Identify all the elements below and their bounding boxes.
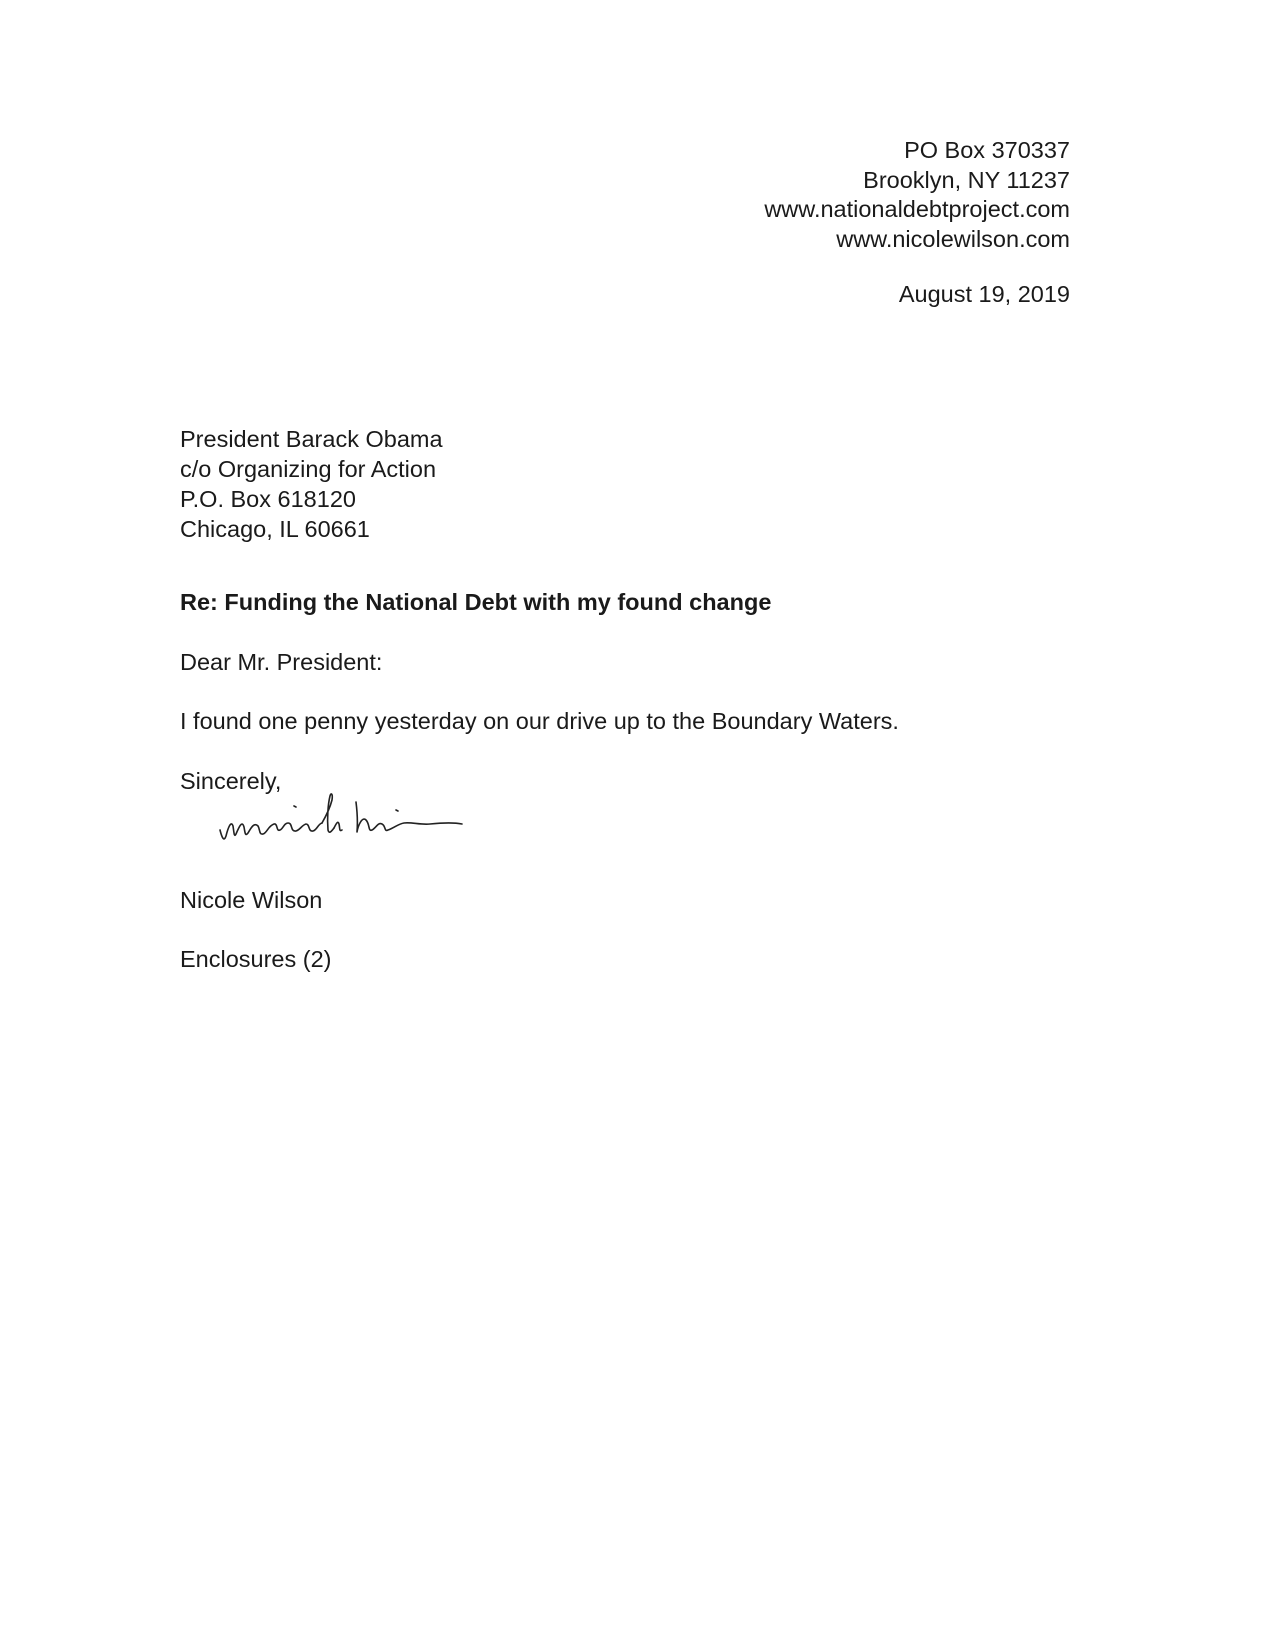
sender-website-personal: www.nicolewilson.com — [836, 225, 1070, 252]
recipient-city-state-zip: Chicago, IL 60661 — [180, 516, 370, 542]
salutation: Dear Mr. President: — [180, 649, 383, 675]
recipient-care-of: c/o Organizing for Action — [180, 456, 437, 482]
sender-po-box: PO Box 370337 — [904, 137, 1070, 163]
enclosures-note: Enclosures (2) — [180, 946, 332, 972]
recipient-name: President Barack Obama — [180, 426, 443, 452]
sender-address-block — [764, 136, 1070, 254]
recipient-address-block — [180, 424, 443, 544]
signer-name: Nicole Wilson — [180, 887, 323, 913]
handwritten-signature — [218, 790, 478, 870]
recipient-po-box: P.O. Box 618120 — [180, 486, 356, 512]
letter-body: I found one penny yesterday on our drive up to the Boundary Waters. — [180, 708, 899, 734]
sender-city-state-zip: Brooklyn, NY 11237 — [863, 166, 1070, 193]
letter-date: August 19, 2019 — [898, 281, 1070, 307]
subject-line: Re: Funding the National Debt with my found change — [180, 589, 772, 615]
sender-website-project: www.nationaldebtproject.com — [764, 196, 1070, 222]
closing: Sincerely, — [180, 768, 282, 794]
